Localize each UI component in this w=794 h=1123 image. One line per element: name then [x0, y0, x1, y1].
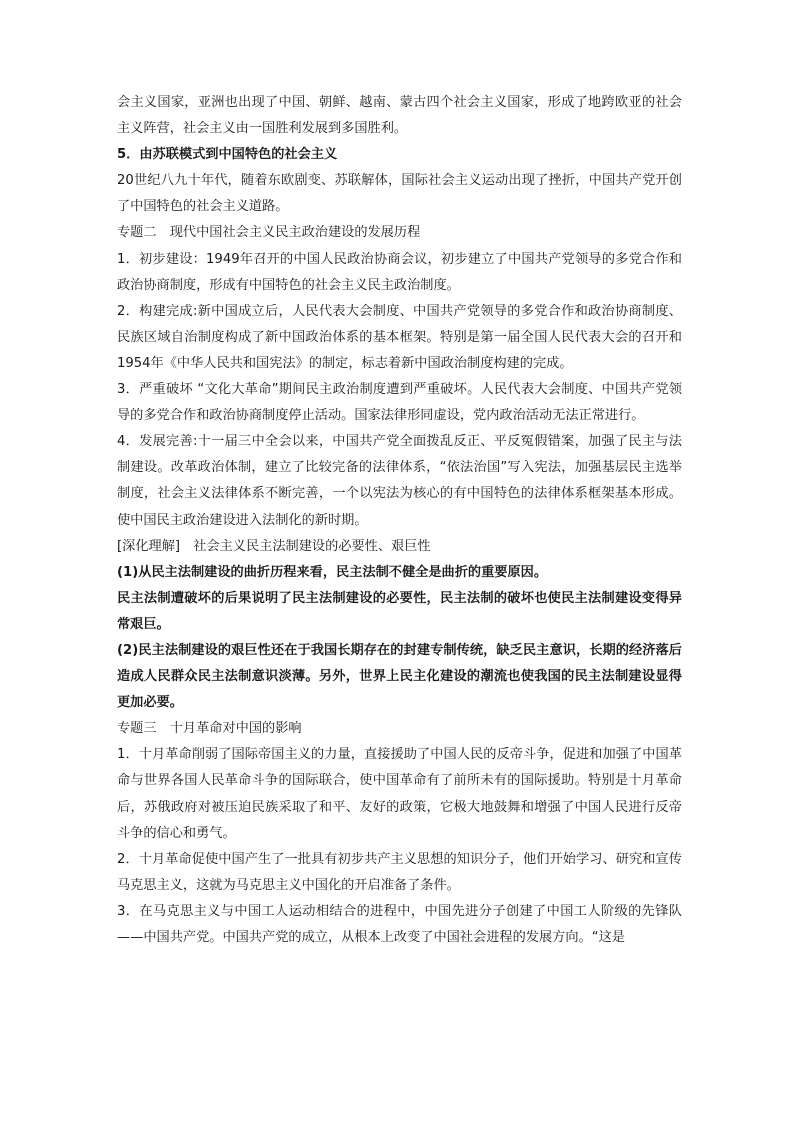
topic-two-heading: 专题二 现代中国社会主义民主政治建设的发展历程	[117, 225, 421, 241]
paragraph-difficulty: (2)民主法制建设的艰巨性还在于我国长期存在的封建专制传统，缺乏民主意识，长期的经济落后造成人民群众民主法制意识淡薄。另外，世界上民主化建设的潮流也使我国的民主法制建设显得更加必要。	[117, 642, 682, 711]
paragraph-initial-construction: 1．初步建设：1949年召开的中国人民政治协商会议，初步建立了中国共产党领导的多党合作和政治协商制度，形成有中国特色的社会主义民主政治制度。	[117, 251, 682, 293]
paragraph-october-impact-1: 1．十月革命削弱了国际帝国主义的力量，直接援助了中国人民的反帝斗争，促进和加强了中国革命与世界各国人民革命斗争的国际联合，使中国革命有了前所未有的国际援助。特别是十月革命后，苏俄政府对被压迫民族采取了和平、友好的政策，它极大地鼓舞和增强了中国人民进行反帝斗争的信心和勇气。	[117, 747, 682, 841]
paragraph-development: 4．发展完善:十一届三中全会以来，中国共产党全面拨乱反正、平反冤假错案，加强了民主与法制建设。改革政治体制，建立了比较完备的法律体系，“依法治国”写入宪法，加强基层民主选举制度，社会主义法律体系不断完善，一个以宪法为核心的有中国特色的法律体系框架基本形成。使中国民主政治建设进入法制化的新时期。	[117, 434, 682, 528]
section-heading-soviet-model: 5．由苏联模式到中国特色的社会主义	[117, 147, 338, 163]
paragraph-chinese-socialism: 20世纪八九十年代，随着东欧剧变、苏联解体，国际社会主义运动出现了挫折，中国共产党开创了中国特色的社会主义道路。	[117, 173, 682, 215]
paragraph-severe-damage: 3．严重破坏 “文化大革命”期间民主政治制度遭到严重破坏。人民代表大会制度、中国共产党领导的多党合作和政治协商制度停止活动。国家法律形同虚设，党内政治活动无法正常进行。	[117, 382, 682, 424]
paragraph-socialist-camp: 会主义国家，亚洲也出现了中国、朝鲜、越南、蒙古四个社会主义国家，形成了地跨欧亚的社会主义阵营，社会主义由一国胜利发展到多国胜利。	[117, 95, 682, 137]
paragraph-construction-complete: 2．构建完成:新中国成立后，人民代表大会制度、中国共产党领导的多党合作和政治协商制度、民族区域自治制度构成了新中国政治体系的基本框架。特别是第一届全国人民代表大会的召开和1954年《中华人民共和国宪法》的制定，标志着新中国政治制度构建的完成。	[117, 303, 682, 371]
paragraph-necessity-1: (1)从民主法制建设的曲折历程来看，民主法制不健全是曲折的重要原因。	[117, 564, 548, 580]
paragraph-necessity-2: 民主法制遭破坏的后果说明了民主法制建设的必要性，民主法制的破坏也使民主法制建设变得异常艰巨。	[117, 590, 682, 632]
deep-understanding-heading: [深化理解] 社会主义民主法制建设的必要性、艰巨性	[117, 538, 431, 554]
paragraph-october-impact-2: 2．十月革命促使中国产生了一批具有初步共产主义思想的知识分子，他们开始学习、研究和宣传马克思主义，这就为马克思主义中国化的开启准备了条件。	[117, 851, 682, 893]
document-body	[117, 90, 682, 951]
paragraph-october-impact-3: 3．在马克思主义与中国工人运动相结合的进程中，中国先进分子创建了中国工人阶级的先锋队——中国共产党。中国共产党的成立，从根本上改变了中国社会进程的发展方向。“这是	[117, 903, 682, 945]
topic-three-heading: 专题三 十月革命对中国的影响	[117, 721, 302, 737]
